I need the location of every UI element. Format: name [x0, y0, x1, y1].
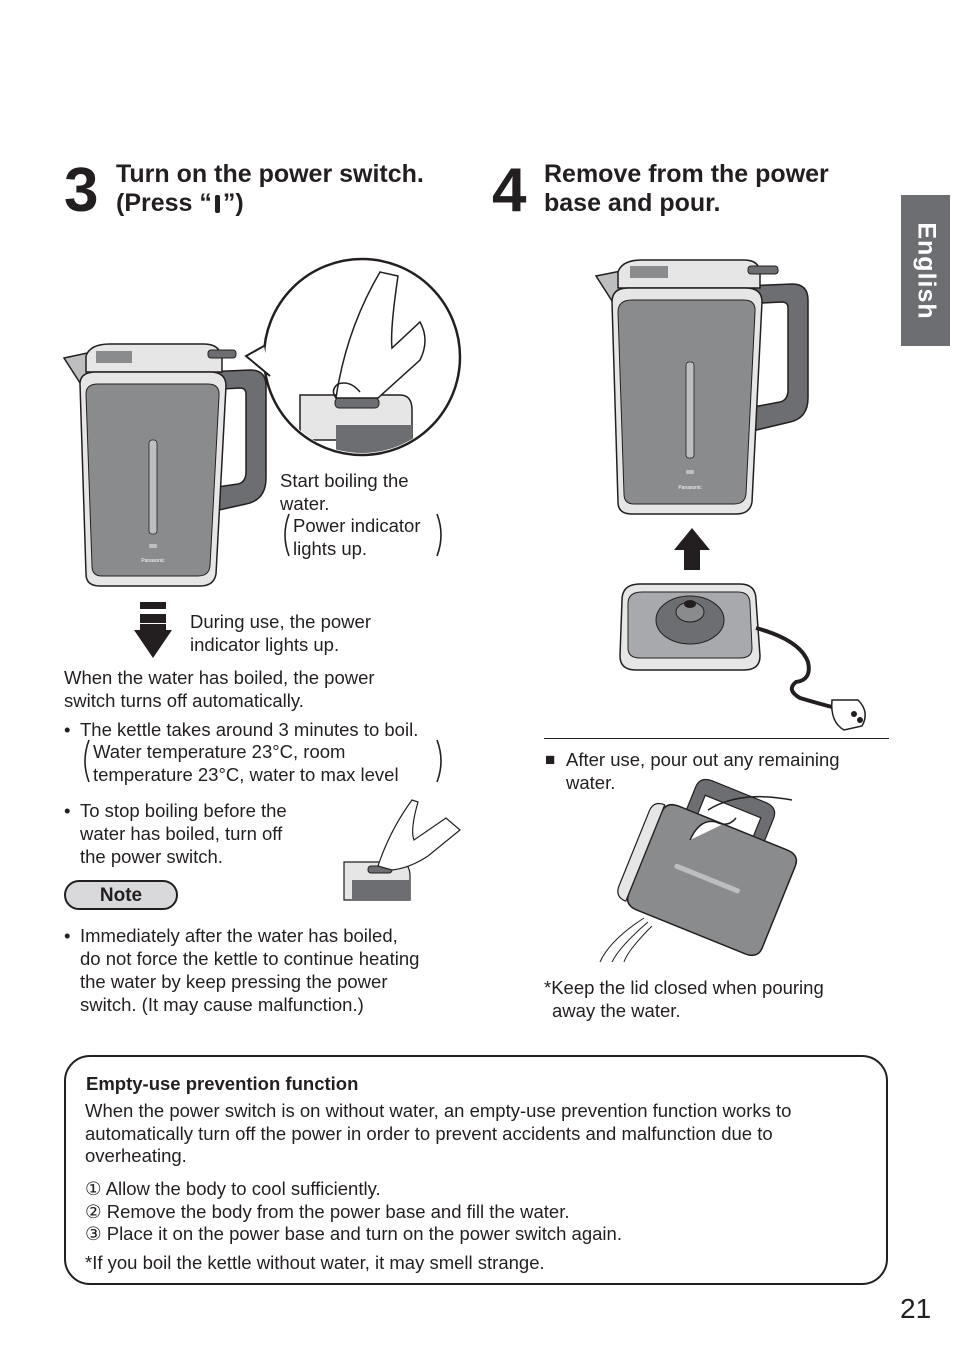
square-marker: ■: [545, 750, 556, 769]
empty-use-step3: ③ Place it on the power base and turn on the power switch again.: [85, 1223, 622, 1244]
step4-brand: Panasonic: [678, 485, 702, 491]
empty-use-steps: [85, 1178, 875, 1246]
during-use-text: During use, the power indicator lights up.: [190, 611, 371, 655]
note-label: Note: [64, 880, 178, 910]
empty-use-step1: ① Allow the body to cool sufficiently.: [85, 1178, 381, 1199]
step4-title-line2: base and pour.: [544, 189, 721, 217]
section-divider: [544, 738, 889, 739]
step3-title-line2: (Press “ ”): [116, 189, 244, 217]
step3-callout: Start boiling the water.: [280, 470, 409, 514]
bullet1-paren-note: Water temperature 23°C, room temperature 23°C, water to max level: [93, 741, 399, 785]
boiled-text: When the water has boiled, the power switch turns off automatically.: [64, 667, 375, 711]
after-use-text: After use, pour out any remaining water.: [566, 749, 840, 793]
step4-title-line1: Remove from the power: [544, 160, 829, 188]
keep-lid-text: *Keep the lid closed when pouring away the water.: [544, 977, 824, 1021]
bullet2-text: To stop boiling before the water has boiled, turn off the power switch.: [80, 800, 287, 867]
empty-use-title: Empty-use prevention function: [86, 1073, 359, 1094]
page-number: 21: [900, 1293, 932, 1324]
bullet-marker: •: [64, 800, 71, 821]
step3-brand: Panasonic: [141, 558, 165, 564]
empty-use-footnote: *If you boil the kettle without water, it may smell strange.: [85, 1252, 545, 1273]
step3-number: 3: [64, 156, 97, 225]
empty-use-step2: ② Remove the body from the power base and fill the water.: [85, 1200, 570, 1222]
step3-title-line1: Turn on the power switch.: [116, 160, 424, 188]
empty-use-paragraph: When the power switch is on without water, an empty-use prevention function works to automatically turn off the power in order to prevent accidents and malfunction due to overheating.: [85, 1100, 792, 1166]
note-text: Immediately after the water has boiled, do not force the kettle to continue heating the water by keep pressing the power switch. (It may cause malfunction.): [80, 925, 420, 1015]
language-tab-label: English: [912, 221, 940, 320]
bullet-marker: •: [64, 719, 71, 740]
step4-number: 4: [492, 156, 525, 225]
empty-use-box: [64, 1055, 888, 1285]
bullet-marker: •: [64, 925, 71, 946]
step3-paren-note: Power indicator lights up.: [293, 515, 421, 559]
bullet1-text: The kettle takes around 3 minutes to boil.: [80, 719, 419, 740]
